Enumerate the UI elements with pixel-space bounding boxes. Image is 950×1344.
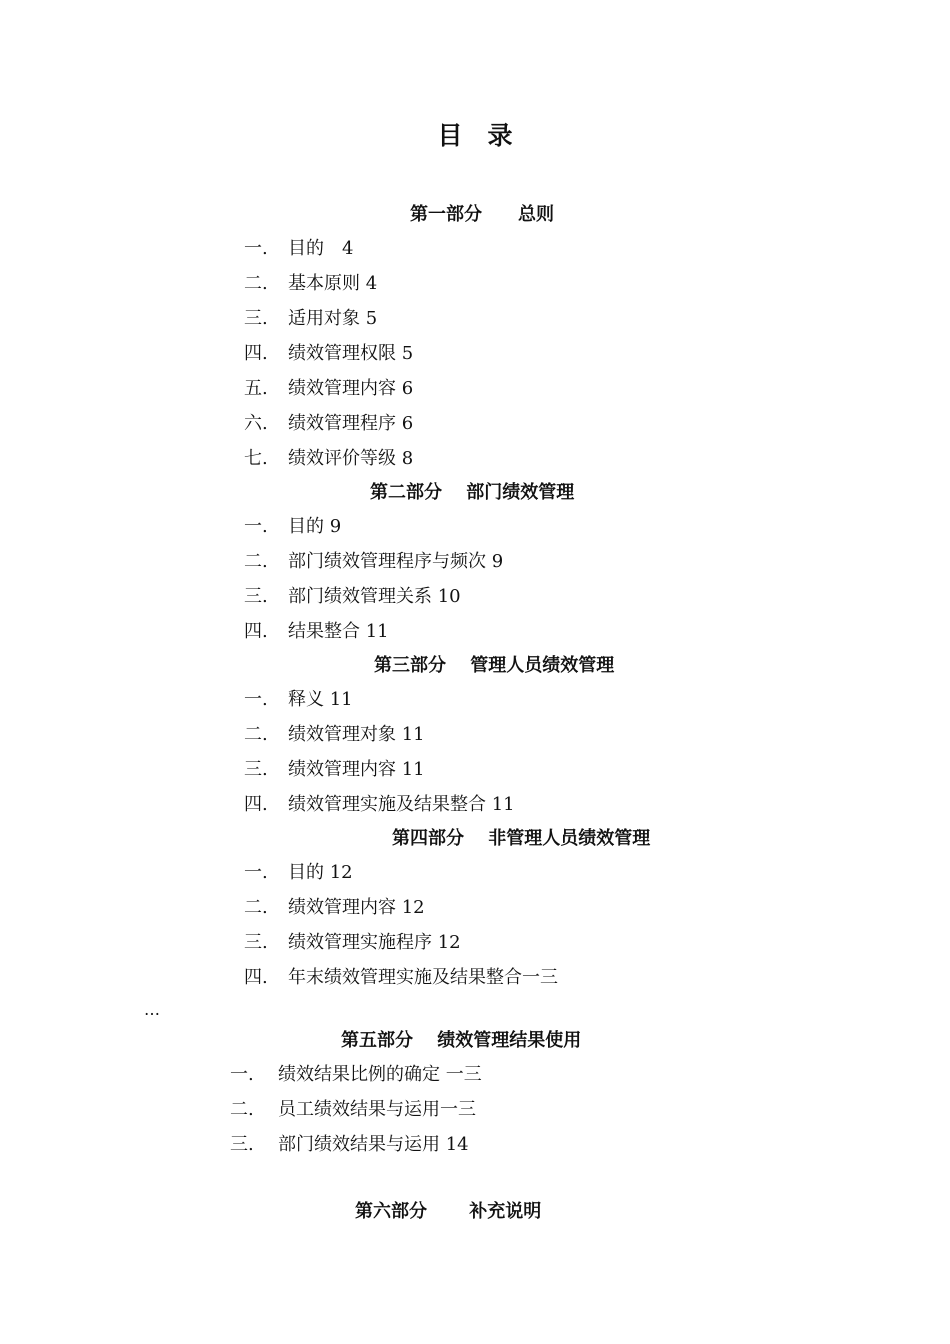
toc-text: 员工绩效结果与运用一三 [278, 1099, 476, 1120]
toc-number: 三. [244, 586, 268, 607]
section-heading[interactable]: 第六部分 补充说明 [355, 1201, 542, 1222]
toc-number: 五. [244, 378, 268, 399]
toc-text: 绩效管理实施程序 12 [288, 932, 461, 953]
toc-entry[interactable] [244, 688, 353, 712]
toc-number: 三. [230, 1134, 254, 1155]
toc-entry[interactable] [244, 515, 341, 539]
toc-text: 释义 11 [288, 689, 353, 710]
toc-number: 一. [244, 689, 268, 710]
toc-entry[interactable] [244, 723, 425, 747]
toc-number: 一. [244, 862, 268, 883]
toc-text: 部门绩效结果与运用 14 [278, 1134, 469, 1155]
toc-entry[interactable] [244, 758, 425, 782]
toc-text: 绩效管理权限 5 [288, 343, 414, 364]
toc-text: 绩效评价等级 8 [288, 448, 414, 469]
toc-entry[interactable] [230, 1133, 469, 1157]
toc-text: 目的 12 [288, 862, 353, 883]
toc-text: 绩效管理内容 6 [288, 378, 414, 399]
toc-number: 二. [244, 897, 268, 918]
toc-number: 三. [244, 308, 268, 329]
toc-text: 部门绩效管理程序与频次 9 [288, 551, 504, 572]
toc-number: 四. [244, 794, 268, 815]
toc-text: 目的 9 [288, 516, 342, 537]
section-heading[interactable]: 第二部分 部门绩效管理 [370, 482, 575, 503]
toc-number: 一. [230, 1064, 254, 1085]
toc-text: 绩效管理实施及结果整合 11 [288, 794, 515, 815]
toc-entry[interactable] [230, 1098, 476, 1122]
ellipsis-text: … [144, 1000, 160, 1019]
toc-entry[interactable] [244, 585, 461, 609]
toc-entry[interactable] [244, 377, 413, 401]
toc-entry[interactable] [244, 237, 353, 261]
toc-number: 三. [244, 932, 268, 953]
toc-number: 六. [244, 413, 268, 434]
toc-number: 一. [244, 516, 268, 537]
toc-text: 结果整合 11 [288, 621, 389, 642]
toc-text: 绩效管理对象 11 [288, 724, 425, 745]
toc-entry[interactable] [244, 793, 515, 817]
toc-number: 三. [244, 759, 268, 780]
toc-number: 四. [244, 967, 268, 988]
section-heading[interactable]: 第四部分 非管理人员绩效管理 [392, 828, 651, 849]
toc-entry[interactable] [230, 1063, 482, 1087]
toc-entry[interactable] [244, 307, 377, 331]
section-heading[interactable]: 第五部分 绩效管理结果使用 [341, 1030, 582, 1051]
toc-entry[interactable] [244, 966, 558, 990]
toc-text: 年末绩效管理实施及结果整合一三 [288, 967, 558, 988]
toc-number: 七. [244, 448, 268, 469]
toc-entry[interactable] [244, 550, 503, 574]
toc-text: 绩效管理程序 6 [288, 413, 414, 434]
toc-number: 四. [244, 343, 268, 364]
section-heading[interactable]: 第一部分 总则 [410, 204, 554, 225]
toc-text: 绩效结果比例的确定 一三 [278, 1064, 482, 1085]
toc-number: 二. [230, 1099, 254, 1120]
toc-number: 一. [244, 238, 268, 259]
toc-text: 绩效管理内容 11 [288, 759, 425, 780]
toc-entry[interactable] [244, 931, 461, 955]
toc-text: 适用对象 5 [288, 308, 378, 329]
toc-number: 二. [244, 551, 268, 572]
toc-entry[interactable] [244, 861, 353, 885]
toc-number: 二. [244, 724, 268, 745]
toc-text: 绩效管理内容 12 [288, 897, 425, 918]
toc-number: 四. [244, 621, 268, 642]
toc-text: 部门绩效管理关系 10 [288, 586, 461, 607]
page-title: 目 录 [437, 121, 513, 150]
toc-entry[interactable] [244, 620, 389, 644]
toc-number: 二. [244, 273, 268, 294]
toc-entry[interactable] [244, 412, 413, 436]
toc-entry[interactable] [244, 896, 425, 920]
toc-text: 基本原则 4 [288, 273, 378, 294]
toc-text: 目的 4 [288, 238, 354, 259]
toc-entry[interactable] [244, 272, 377, 296]
toc-entry[interactable] [244, 447, 413, 471]
toc-entry[interactable] [244, 342, 413, 366]
section-heading[interactable]: 第三部分 管理人员绩效管理 [374, 655, 615, 676]
